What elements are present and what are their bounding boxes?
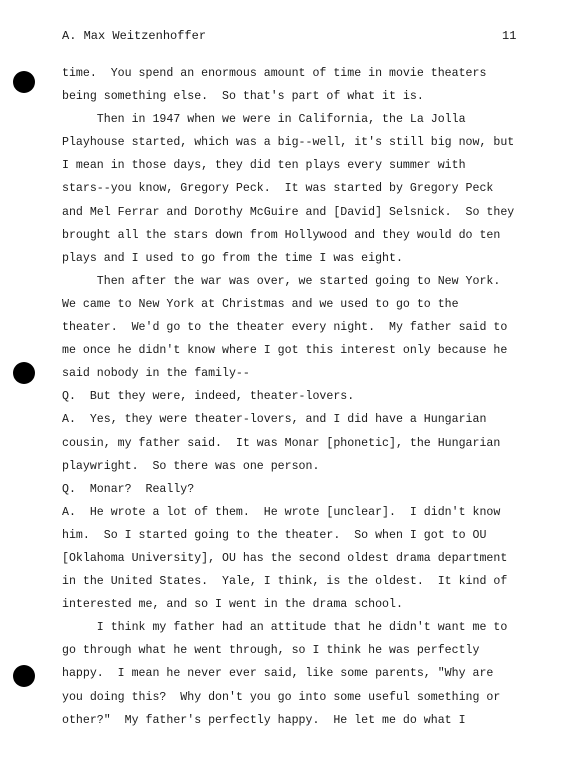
- transcript-line: in the United States. Yale, I think, is the oldest. It kind of: [62, 575, 508, 589]
- transcript-line: [Oklahoma University], OU has the second oldest drama department: [62, 551, 508, 565]
- transcript-line: other?" My father's perfectly happy. He let me do what I: [62, 713, 466, 727]
- transcript-line: being something else. So that's part of what it is.: [62, 90, 424, 104]
- transcript-line: and Mel Ferrar and Dorothy McGuire and [David] Selsnick. So they: [62, 205, 515, 219]
- transcript-line: Playhouse started, which was a big--well, it's still big now, but: [62, 136, 515, 150]
- transcript-line: him. So I started going to the theater. So when I got to OU: [62, 528, 487, 542]
- transcript-line: said nobody in the family--: [62, 367, 250, 381]
- binder-hole-middle: [13, 362, 35, 384]
- transcript-line: time. You spend an enormous amount of time in movie theaters: [62, 67, 487, 80]
- transcript-line: A. He wrote a lot of them. He wrote [unclear]. I didn't know: [62, 505, 501, 519]
- transcript-line: you doing this? Why don't you go into some useful something or: [62, 690, 501, 704]
- transcript-line: Q. Monar? Really?: [62, 482, 195, 496]
- transcript-line: theater. We'd go to the theater every night. My father said to: [62, 321, 508, 335]
- header-title: A. Max Weitzenhoffer: [62, 29, 207, 43]
- transcript-line: happy. I mean he never ever said, like some parents, "Why are: [62, 667, 494, 681]
- transcript-line: interested me, and so I went in the drama school.: [62, 598, 403, 612]
- transcript-line: A. Yes, they were theater-lovers, and I did have a Hungarian: [62, 413, 487, 427]
- transcript-line: Q. But they were, indeed, theater-lovers.: [62, 390, 355, 404]
- binder-hole-top: [13, 71, 35, 93]
- transcript-line: stars--you know, Gregory Peck. It was started by Gregory Peck: [62, 182, 494, 196]
- transcript-line: Then after the war was over, we started going to New York.: [62, 274, 501, 288]
- page-number: 11: [502, 29, 517, 43]
- binder-hole-bottom: [13, 665, 35, 687]
- transcript-body: [62, 62, 522, 732]
- transcript-line: I mean in those days, they did ten plays every summer with: [62, 159, 466, 173]
- transcript-line: me once he didn't know where I got this interest only because he: [62, 344, 508, 358]
- transcript-line: I think my father had an attitude that he didn't want me to: [62, 621, 508, 635]
- transcript-line: playwright. So there was one person.: [62, 459, 320, 473]
- transcript-line: Then in 1947 when we were in California, the La Jolla: [62, 113, 466, 127]
- transcript-line: brought all the stars down from Hollywood and they would do ten: [62, 228, 501, 242]
- transcript-line: go through what he went through, so I think he was perfectly: [62, 644, 480, 658]
- transcript-line: We came to New York at Christmas and we used to go to the: [62, 297, 459, 311]
- transcript-line: plays and I used to go from the time I was eight.: [62, 251, 403, 265]
- transcript-line: cousin, my father said. It was Monar [phonetic], the Hungarian: [62, 436, 501, 450]
